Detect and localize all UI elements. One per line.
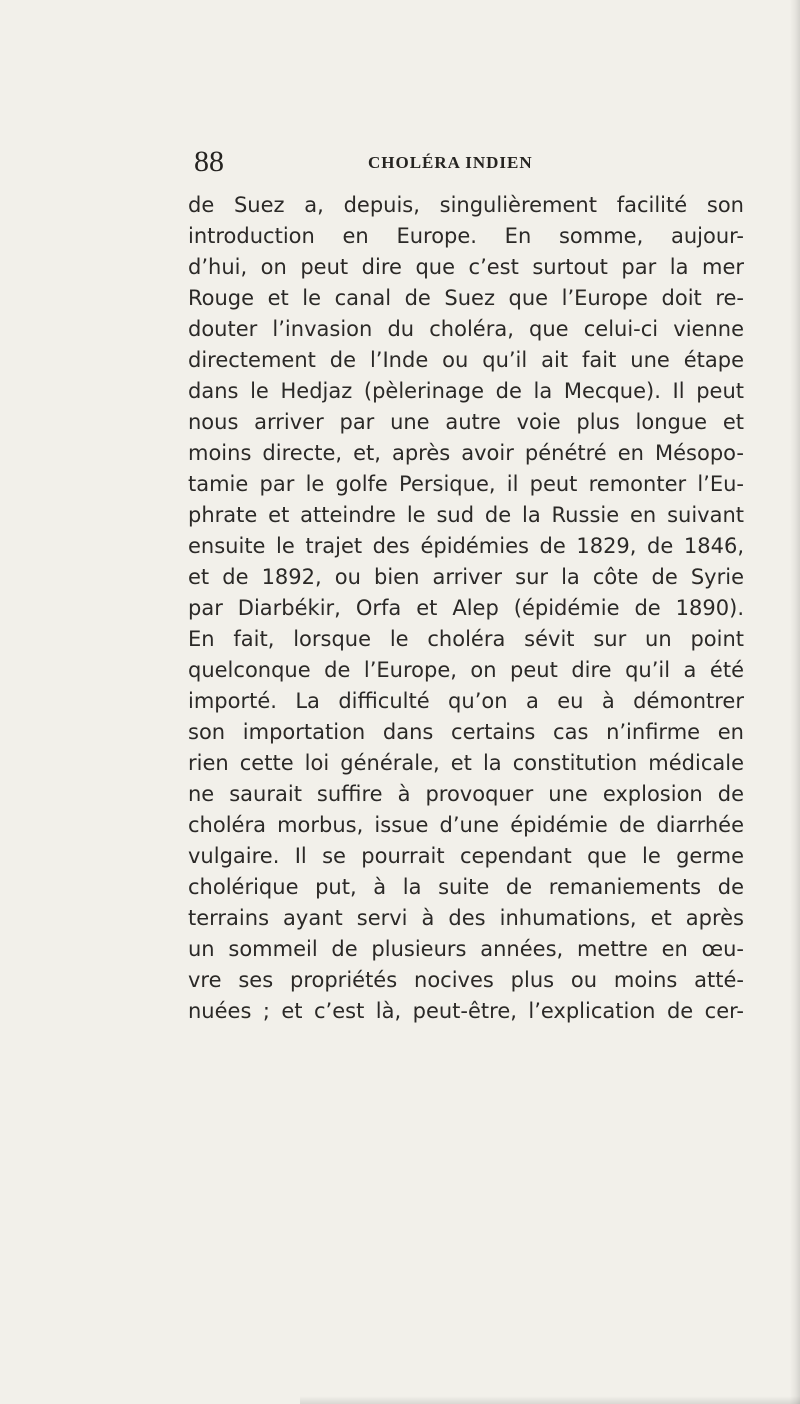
text-line: terrains ayant servi à des inhumations, et après <box>188 906 744 930</box>
text-line: choléra morbus, issue d’une épidémie de diarrhée <box>188 813 744 837</box>
text-line: par Diarbékir, Orfa et Alep (épidémie de 1890). <box>188 596 744 620</box>
text-line: de Suez a, depuis, singulièrement facilité son <box>188 193 744 217</box>
text-line: phrate et atteindre le sud de la Russie en suivant <box>188 503 744 527</box>
text-line: introduction en Europe. En somme, aujour- <box>188 224 744 248</box>
body-text <box>188 190 744 1027</box>
text-line: En fait, lorsque le choléra sévit sur un point <box>188 627 744 651</box>
running-head: CHOLÉRA INDIEN <box>368 153 533 172</box>
text-line: douter l’invasion du choléra, que celui-ci vienne <box>188 317 744 341</box>
text-line: ne saurait suffire à provoquer une explosion de <box>188 782 744 806</box>
text-line: un sommeil de plusieurs années, mettre en œu- <box>188 937 744 961</box>
page-number: 88 <box>194 145 224 178</box>
text-line: son importation dans certains cas n’infirme en <box>188 720 744 744</box>
text-line: directement de l’Inde ou qu’il ait fait une étape <box>188 348 744 372</box>
text-line: moins directe, et, après avoir pénétré en Mésopo- <box>188 441 744 465</box>
text-line: ensuite le trajet des épidémies de 1829, de 1846, <box>188 534 744 558</box>
text-line: dans le Hedjaz (pèlerinage de la Mecque). Il peut <box>188 379 744 403</box>
text-line: tamie par le golfe Persique, il peut remonter l’Eu- <box>188 472 744 496</box>
text-line: vre ses propriétés nocives plus ou moins atté- <box>188 968 744 992</box>
text-line: importé. La difficulté qu’on a eu à démontrer <box>188 689 744 713</box>
text-line: Rouge et le canal de Suez que l’Europe doit re- <box>188 286 744 310</box>
page-header <box>194 142 754 182</box>
text-line: vulgaire. Il se pourrait cependant que le germe <box>188 844 744 868</box>
text-line: nous arriver par une autre voie plus longue et <box>188 410 744 434</box>
text-line: rien cette loi générale, et la constitution médicale <box>188 751 744 775</box>
text-line: nuées ; et c’est là, peut-être, l’explication de cer- <box>188 999 744 1023</box>
text-line: d’hui, on peut dire que c’est surtout par la mer <box>188 255 744 279</box>
text-line: cholérique put, à la suite de remaniements de <box>188 875 744 899</box>
text-line: et de 1892, ou bien arriver sur la côte de Syrie <box>188 565 744 589</box>
page-edge-shadow <box>790 0 800 1404</box>
text-line: quelconque de l’Europe, on peut dire qu’il a été <box>188 658 744 682</box>
page-bottom-shadow <box>300 1396 800 1404</box>
